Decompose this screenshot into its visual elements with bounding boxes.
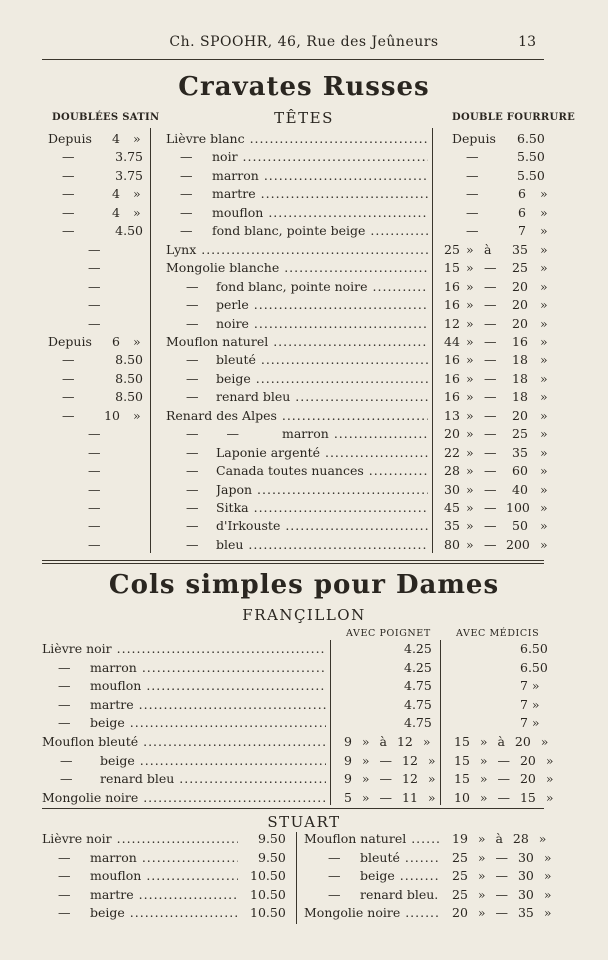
range-to: 40: [512, 481, 528, 497]
ditto-dash: —: [186, 518, 199, 534]
table-row: [0, 204, 608, 222]
satin-dash: —: [88, 260, 101, 276]
table-row: [0, 370, 608, 388]
medicis-price: 7 »: [520, 715, 540, 731]
ditto-dash: —: [186, 389, 199, 405]
range-from: 80: [444, 536, 460, 552]
range-ditto: »: [466, 444, 474, 460]
satin-dash: —: [88, 315, 101, 331]
ditto-dash: —: [186, 278, 199, 294]
stuart-label: bleuté .....: [360, 849, 440, 867]
satin-dash: —: [62, 389, 75, 405]
stuart-label: renard bleu. .....: [360, 886, 440, 904]
poignet-price: 4.75: [404, 715, 432, 731]
range-sep: —: [484, 500, 497, 515]
range-from: 30: [444, 481, 460, 497]
range-ditto: »: [540, 389, 548, 405]
tete-label: d'Irkouste .....: [216, 517, 428, 535]
range-from: 25: [444, 241, 460, 257]
range-ditto: »: [540, 426, 548, 442]
table-row: [0, 677, 608, 695]
range-to: 200: [506, 536, 530, 552]
stuart-label: mouflon .....: [90, 867, 238, 885]
fourrure-dash: —: [466, 186, 479, 202]
ditto-dash: —: [58, 886, 71, 902]
range-to: 18: [512, 352, 528, 368]
table-row: [0, 333, 608, 351]
range-ditto: »: [466, 297, 474, 313]
ditto-dash: —: [180, 186, 193, 202]
range-ditto: »: [466, 518, 474, 534]
satin-depuis: Depuis: [48, 131, 92, 146]
table-row: [0, 222, 608, 240]
range-ditto: »: [466, 407, 474, 423]
satin-dash: —: [88, 518, 101, 534]
table-row: [0, 499, 608, 517]
range-to: 50: [512, 518, 528, 534]
ditto-dash: —: [186, 444, 199, 460]
tete-label: noire .....: [216, 315, 428, 333]
range-sep: —: [484, 315, 497, 331]
ditto-dash: —: [186, 536, 199, 552]
table-row: [0, 148, 608, 166]
poignet-price: 5 » — 11 »: [344, 789, 436, 805]
range-from: 22: [444, 444, 460, 460]
range-ditto: »: [466, 370, 474, 386]
range-sep: —: [484, 426, 497, 442]
fourrure-price: 6: [518, 186, 526, 202]
ditto-dash: —: [180, 204, 193, 220]
tete-label: martre .....: [212, 185, 428, 203]
table-row: [0, 867, 608, 885]
tete-label: Mongolie blanche .....: [166, 259, 428, 277]
stuart-label: martre .....: [90, 886, 238, 904]
range-to: 25: [512, 426, 528, 442]
range-ditto: »: [540, 518, 548, 534]
medicis-price: 15 » — 20 »: [454, 771, 554, 787]
satin-dash: —: [62, 352, 75, 368]
poignet-price: 4.25: [404, 641, 432, 656]
fourrure-ditto: »: [540, 204, 548, 220]
satin-dash: —: [88, 500, 101, 515]
poignet-price: 4.75: [404, 696, 432, 712]
fourrure-price: 5.50: [517, 167, 545, 183]
satin-dash: —: [62, 370, 75, 386]
stuart-label: beige .....: [360, 867, 440, 885]
col-tetes: TÊTES: [274, 109, 334, 127]
ditto-dash: —: [186, 463, 199, 479]
table-row: [0, 640, 608, 658]
ditto-dash: —: [58, 678, 71, 694]
range-ditto: »: [466, 352, 474, 368]
tete-label: mouflon .....: [212, 204, 428, 222]
medicis-price: 7 »: [520, 696, 540, 712]
section1-title: Cravates Russes: [178, 72, 430, 102]
francillon-heading: FRANÇILLON: [242, 606, 366, 624]
range-sep: —: [484, 407, 497, 423]
fourrure-price: 6: [518, 204, 526, 220]
range-ditto: »: [466, 241, 474, 257]
table-row: [0, 351, 608, 369]
ditto-dash: —: [186, 481, 199, 497]
range-ditto: »: [466, 389, 474, 405]
range-sep: —: [484, 260, 497, 276]
range-sep: —: [484, 463, 497, 479]
range-from: 15: [444, 260, 460, 276]
table-row: [0, 849, 608, 867]
satin-dash: —: [88, 463, 101, 479]
satin-price: 4.50: [115, 223, 143, 239]
stuart-price: 9.50: [258, 831, 286, 846]
range-ditto: »: [466, 333, 474, 349]
range-ditto: »: [540, 463, 548, 479]
range-from: 28: [444, 463, 460, 479]
range-to: 18: [512, 370, 528, 386]
fourrure-dash: —: [466, 149, 479, 165]
fourrure-dash: —: [466, 204, 479, 220]
medicis-price: 15 » à 20 »: [454, 734, 549, 749]
fourrure-dash: —: [466, 167, 479, 183]
range-ditto: »: [466, 481, 474, 497]
ditto-dash: — —: [186, 426, 239, 442]
col-double-fourrure: DOUBLE FOURRURE: [452, 112, 575, 123]
tete-label: Sitka .....: [216, 499, 428, 517]
ditto-dash: —: [186, 500, 199, 515]
ditto-dash: —: [58, 849, 71, 865]
poignet-price: 4.25: [404, 659, 432, 675]
col-avec-medicis: AVEC MÉDICIS: [456, 628, 540, 639]
tete-label: Renard des Alpes .....: [166, 407, 428, 425]
range-ditto: »: [466, 315, 474, 331]
satin-price: 4: [112, 131, 120, 146]
range-ditto: »: [466, 536, 474, 552]
table-row: [0, 536, 608, 554]
range-ditto: »: [540, 500, 548, 515]
tete-label: Japon .....: [216, 481, 428, 499]
range-from: 16: [444, 389, 460, 405]
satin-price: 10: [104, 407, 120, 423]
stuart-label: marron .....: [90, 849, 238, 867]
fourrure-ditto: »: [540, 223, 548, 239]
col-label: Mongolie noire .....: [42, 789, 326, 807]
poignet-price: 9 » à 12 »: [344, 734, 431, 749]
col-label: marron .....: [90, 659, 326, 677]
medicis-price: 15 » — 20 »: [454, 752, 554, 768]
range-ditto: »: [466, 463, 474, 479]
table-row: [0, 752, 608, 770]
range-sep: —: [484, 278, 497, 294]
range-ditto: »: [540, 315, 548, 331]
tete-label: Lièvre blanc .....: [166, 130, 428, 148]
ditto-dash: —: [328, 849, 341, 865]
section2-title: Cols simples pour Dames: [108, 570, 500, 600]
tete-label: renard bleu .....: [216, 388, 428, 406]
tete-label: fond blanc, pointe noire .....: [216, 278, 428, 296]
satin-dash: —: [88, 481, 101, 497]
satin-dash: —: [88, 444, 101, 460]
stuart-rule: [42, 808, 544, 809]
page-number: 13: [518, 34, 536, 50]
range-to: 100: [506, 500, 530, 515]
stuart-label: Mouflon naturel .....: [304, 830, 440, 848]
range-from: 12: [444, 315, 460, 331]
table-row: [0, 315, 608, 333]
satin-dash: —: [62, 407, 75, 423]
table-row: [0, 696, 608, 714]
satin-ditto: »: [133, 407, 141, 423]
stuart-price: 10.50: [250, 868, 286, 884]
medicis-price: 7 »: [520, 678, 540, 694]
ditto-dash: —: [180, 223, 193, 239]
satin-dash: —: [62, 149, 75, 165]
range-ditto: »: [540, 536, 548, 552]
stuart-price: 10.50: [250, 905, 286, 921]
stuart-price: 25 » — 30 »: [452, 886, 552, 902]
page-header: [0, 34, 608, 56]
ditto-dash: —: [60, 771, 73, 787]
satin-ditto: »: [133, 186, 141, 202]
tete-label: marron .....: [212, 167, 428, 185]
table-row: [0, 770, 608, 788]
range-ditto: »: [540, 260, 548, 276]
range-to: 60: [512, 463, 528, 479]
ditto-dash: —: [58, 868, 71, 884]
satin-ditto: »: [133, 131, 141, 146]
satin-price: 8.50: [115, 389, 143, 405]
range-to: 35: [512, 241, 528, 257]
fourrure-dash: —: [466, 223, 479, 239]
ditto-dash: —: [328, 868, 341, 884]
section-rule-1: [42, 560, 544, 561]
range-to: 20: [512, 407, 528, 423]
range-to: 16: [512, 333, 528, 349]
fourrure-price: 5.50: [517, 149, 545, 165]
tete-label: Lynx .....: [166, 241, 428, 259]
table-row: [0, 886, 608, 904]
range-to: 35: [512, 444, 528, 460]
ditto-dash: —: [180, 167, 193, 183]
col-doublees-satin: DOUBLÉES SATIN: [52, 112, 160, 123]
range-sep: —: [484, 444, 497, 460]
range-sep: —: [484, 536, 497, 552]
satin-dash: —: [62, 167, 75, 183]
range-ditto: »: [466, 260, 474, 276]
range-ditto: »: [540, 297, 548, 313]
tete-label: perle .....: [216, 296, 428, 314]
range-sep: —: [484, 297, 497, 313]
range-ditto: »: [466, 500, 474, 515]
tete-label: marron .....: [282, 425, 428, 443]
range-from: 16: [444, 370, 460, 386]
col-label: beige .....: [100, 752, 326, 770]
range-from: 16: [444, 297, 460, 313]
ditto-dash: —: [328, 886, 341, 902]
satin-price: 3.75: [115, 167, 143, 183]
satin-dash: —: [88, 241, 101, 257]
table-row: [0, 185, 608, 203]
stuart-price: 10.50: [250, 886, 286, 902]
range-from: 16: [444, 352, 460, 368]
satin-price: 6: [112, 333, 120, 349]
table-row: [0, 407, 608, 425]
table-row: [0, 444, 608, 462]
range-ditto: »: [540, 407, 548, 423]
fourrure-price: 7: [518, 223, 526, 239]
ditto-dash: —: [58, 715, 71, 731]
range-sep: à: [484, 241, 492, 257]
table-row: [0, 167, 608, 185]
satin-ditto: »: [133, 333, 141, 349]
range-ditto: »: [540, 481, 548, 497]
ditto-dash: —: [186, 370, 199, 386]
table-row: [0, 830, 608, 848]
tete-label: Laponie argenté .....: [216, 444, 428, 462]
poignet-price: 4.75: [404, 678, 432, 694]
stuart-price: 19 » à 28 »: [452, 831, 547, 846]
table-row: [0, 462, 608, 480]
range-sep: —: [484, 481, 497, 497]
col-label: beige .....: [90, 714, 326, 732]
tete-label: fond blanc, pointe beige .....: [212, 222, 428, 240]
range-from: 44: [444, 333, 460, 349]
table-row: [0, 481, 608, 499]
satin-price: 4: [112, 204, 120, 220]
col-label: Lièvre noir .....: [42, 640, 326, 658]
range-to: 18: [512, 389, 528, 405]
table-row: [0, 714, 608, 732]
col-label: Mouflon bleuté .....: [42, 733, 326, 751]
range-from: 20: [444, 426, 460, 442]
range-from: 35: [444, 518, 460, 534]
tete-label: Canada toutes nuances .....: [216, 462, 428, 480]
poignet-price: 9 » — 12 »: [344, 752, 436, 768]
stuart-price: 20 » — 35 »: [452, 905, 552, 921]
range-sep: —: [484, 370, 497, 386]
satin-dash: —: [88, 536, 101, 552]
section-rule-2: [42, 563, 544, 564]
satin-dash: —: [88, 278, 101, 294]
range-from: 13: [444, 407, 460, 423]
header-title: Ch. SPOOHR, 46, Rue des Jeûneurs: [169, 34, 439, 50]
range-to: 20: [512, 315, 528, 331]
range-from: 16: [444, 278, 460, 294]
medicis-price: 6.50: [520, 659, 548, 675]
fourrure-price: 6.50: [517, 131, 545, 146]
stuart-price: 25 » — 30 »: [452, 868, 552, 884]
table-row: [0, 789, 608, 807]
tete-label: Mouflon naturel .....: [166, 333, 428, 351]
ditto-dash: —: [58, 905, 71, 921]
satin-dash: —: [62, 186, 75, 202]
range-sep: —: [484, 518, 497, 534]
stuart-price: 9.50: [258, 849, 286, 865]
tete-label: beige .....: [216, 370, 428, 388]
col-label: renard bleu .....: [100, 770, 326, 788]
table-row: [0, 425, 608, 443]
medicis-price: 10 » — 15 »: [454, 789, 554, 805]
satin-dash: —: [88, 297, 101, 313]
range-ditto: »: [540, 352, 548, 368]
range-ditto: »: [540, 444, 548, 460]
table-row: [0, 278, 608, 296]
satin-price: 3.75: [115, 149, 143, 165]
tete-label: bleu .....: [216, 536, 428, 554]
satin-dash: —: [88, 426, 101, 442]
satin-dash: —: [62, 204, 75, 220]
range-sep: —: [484, 352, 497, 368]
tete-label: bleuté .....: [216, 351, 428, 369]
range-ditto: »: [466, 426, 474, 442]
fourrure-ditto: »: [540, 186, 548, 202]
range-to: 20: [512, 297, 528, 313]
stuart-label: Mongolie noire .....: [304, 904, 440, 922]
stuart-heading: STUART: [267, 813, 341, 831]
range-sep: —: [484, 389, 497, 405]
table-row: [0, 904, 608, 922]
ditto-dash: —: [58, 696, 71, 712]
satin-price: 8.50: [115, 370, 143, 386]
table-row: [0, 130, 608, 148]
stuart-label: Lièvre noir .....: [42, 830, 238, 848]
medicis-price: 6.50: [520, 641, 548, 656]
table-row: [0, 241, 608, 259]
table-row: [0, 259, 608, 277]
range-ditto: »: [540, 241, 548, 257]
table-row: [0, 659, 608, 677]
range-ditto: »: [466, 278, 474, 294]
satin-price: 8.50: [115, 352, 143, 368]
table-row: [0, 296, 608, 314]
satin-depuis: Depuis: [48, 333, 92, 349]
poignet-price: 9 » — 12 »: [344, 771, 436, 787]
stuart-price: 25 » — 30 »: [452, 849, 552, 865]
range-sep: —: [484, 333, 497, 349]
range-ditto: »: [540, 278, 548, 294]
col-label: mouflon .....: [90, 677, 326, 695]
ditto-dash: —: [186, 297, 199, 313]
ditto-dash: —: [180, 149, 193, 165]
table-row: [0, 388, 608, 406]
fourrure-depuis: Depuis: [452, 131, 496, 146]
ditto-dash: —: [60, 752, 73, 768]
range-ditto: »: [540, 333, 548, 349]
range-from: 45: [444, 500, 460, 515]
col-label: martre .....: [90, 696, 326, 714]
ditto-dash: —: [186, 352, 199, 368]
ditto-dash: —: [58, 659, 71, 675]
satin-ditto: »: [133, 204, 141, 220]
table-row: [0, 517, 608, 535]
header-rule: [42, 59, 544, 60]
col-avec-poignet: AVEC POIGNET: [346, 628, 431, 639]
tete-label: noir .....: [212, 148, 428, 166]
stuart-label: beige .....: [90, 904, 238, 922]
range-to: 25: [512, 260, 528, 276]
range-to: 20: [512, 278, 528, 294]
table-row: [0, 733, 608, 751]
ditto-dash: —: [186, 315, 199, 331]
satin-price: 4: [112, 186, 120, 202]
satin-dash: —: [62, 223, 75, 239]
range-ditto: »: [540, 370, 548, 386]
